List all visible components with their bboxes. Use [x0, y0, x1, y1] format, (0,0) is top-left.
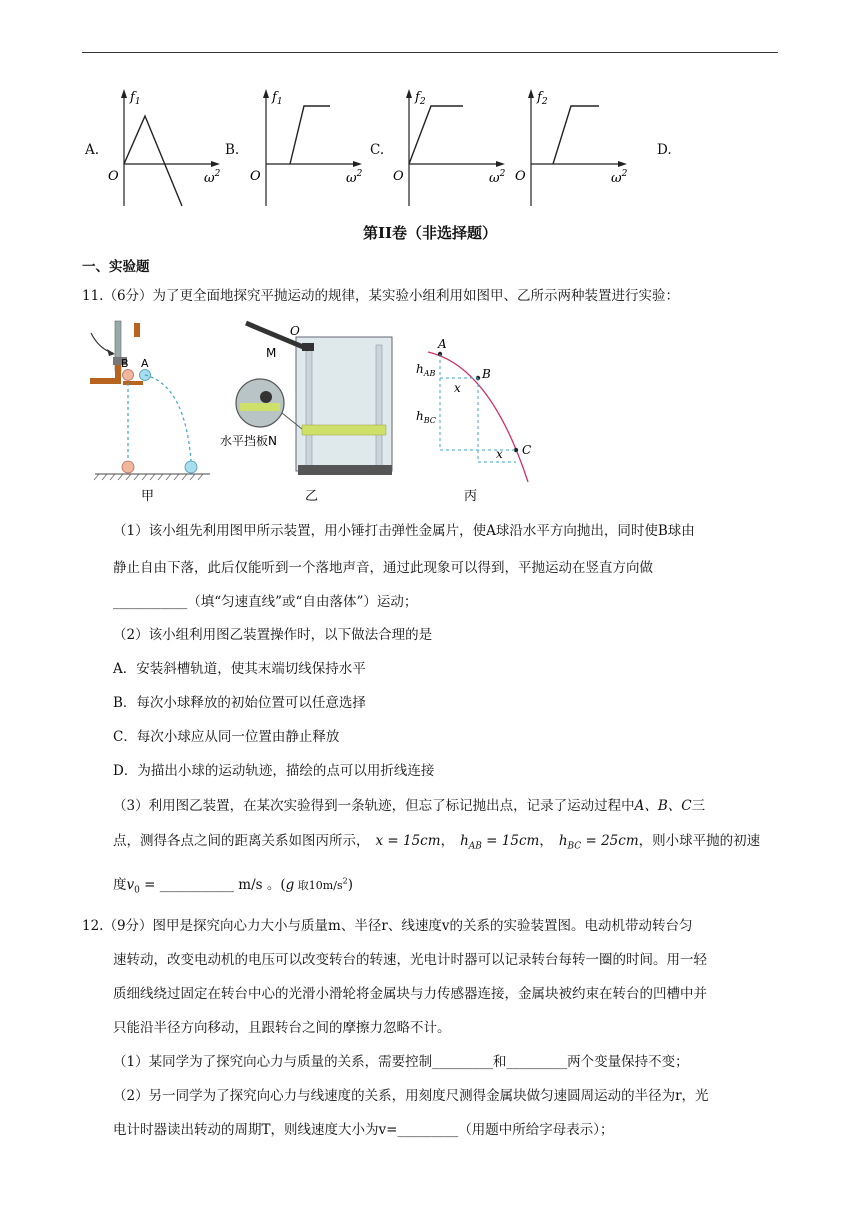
- graph-b-origin: O: [250, 169, 261, 184]
- fig-jia-label-a: A: [141, 357, 149, 370]
- fig-bing-hab: $h_{AB}$: [416, 362, 436, 378]
- fig-jia-caption: 甲: [141, 489, 155, 504]
- graph-d-xlabel: $\omega^2$: [611, 169, 628, 186]
- graph-b-xlabel: $\omega^2$: [346, 169, 363, 186]
- fig-bing-label-a: A: [438, 337, 447, 351]
- graph-a-origin: O: [108, 169, 119, 184]
- figure-bing: [410, 330, 550, 505]
- q11-p3-x: x = 15cm: [375, 833, 441, 849]
- fig-bing-label-b: B: [482, 367, 491, 381]
- option-b-label: B.: [225, 142, 240, 158]
- q12-line4: 只能沿半径方向移动，且跟转台之间的摩擦力忽略不计。: [113, 1020, 451, 1036]
- q12-sub2-line2: 电计时器读出转动的周期T，则线速度大小为v=_________（用题中所给字母表示）；: [113, 1122, 614, 1138]
- graph-a-xlabel: $\omega^2$: [204, 169, 221, 186]
- fig-bing-caption: 丙: [464, 489, 478, 504]
- q11-p3-line3: 度$v_0$ = ___________ m/s 。(g 取$10m/s^2$): [113, 876, 353, 896]
- fig-bing-label-c: C: [522, 443, 532, 457]
- part-heading: 一、实验题: [82, 259, 150, 275]
- option-d-label: D.: [657, 142, 672, 158]
- option-a-label: A.: [85, 142, 100, 158]
- graph-a-ylabel: $f_1$: [130, 90, 141, 107]
- section-title: 第II卷（非选择题）: [362, 224, 498, 242]
- q12-line1: 12.（9分）图甲是探究向心力大小与质量m、半径r、线速度v的关系的实验装置图。电动机带动转台匀: [82, 918, 693, 934]
- fig-jia-label-b: B: [121, 357, 129, 370]
- q11-choice-b: B．每次小球释放的初始位置可以任意选择: [113, 695, 366, 711]
- q12-sub2-line1: （2）另一同学为了探究向心力与线速度的关系，用刻度尺测得金属块做匀速圆周运动的半径为r，光: [113, 1088, 709, 1104]
- graph-c: [385, 86, 515, 210]
- q12-line3: 质细线绕过固定在转台中心的光滑小滑轮将金属块与力传感器连接，金属块被约束在转台的凹槽中并: [113, 986, 707, 1002]
- graph-d-origin: O: [515, 169, 526, 184]
- q11-p1-line1: （1）该小组先利用图甲所示装置，用小锤打击弹性金属片，使A球沿水平方向抛出，同时使B球由: [113, 523, 695, 539]
- q12-sub1: （1）某同学为了探究向心力与质量的关系，需要控制_________和_________两个变量保持不变；: [113, 1054, 689, 1070]
- fig-yi-label-o: O: [290, 324, 300, 338]
- q11-p3-line2-end: ，则小球平抛的初速: [638, 833, 761, 849]
- header-rule: [82, 52, 778, 53]
- q11-choice-c: C．每次小球应从同一位置由静止释放: [113, 729, 340, 745]
- figure-jia: [85, 315, 215, 505]
- q11-choice-d: D．为描出小球的运动轨迹，描绘的点可以用折线连接: [113, 763, 435, 779]
- q11-p3-line2-text: 点，测得各点之间的距离关系如图丙所示，: [113, 833, 370, 849]
- fig-yi-caption: 乙: [305, 489, 319, 504]
- q11-p3-line1: [113, 794, 705, 814]
- fig-yi-label-m: M: [266, 346, 277, 360]
- q11-p1-line2: 静止自由下落，此后仅能听到一个落地声音，通过此现象可以得到，平抛运动在竖直方向做: [113, 560, 653, 576]
- graph-b: [242, 86, 372, 210]
- graph-c-ylabel: $f_2$: [415, 90, 426, 107]
- graph-a: [100, 86, 230, 210]
- q11-p3-line1-text: （3）利用图乙装置，在某次实验得到一条轨迹，但忘了标记抛出点，记录了运动过程中: [113, 798, 635, 814]
- graph-b-ylabel: $f_1$: [272, 90, 283, 107]
- q11-stem: 11.（6分）为了更全面地探究平抛运动的规律，某实验小组利用如图甲、乙所示两种装置进行实验：: [82, 288, 680, 304]
- fig-bing-x2: x: [496, 447, 503, 461]
- q12-line2: 速转动，改变电动机的电压可以改变转台的转速，光电计时器可以记录转台每转一圈的时间。用一轻: [113, 952, 707, 968]
- graph-d-ylabel: $f_2$: [537, 90, 548, 107]
- graph-c-origin: O: [393, 169, 404, 184]
- option-c-label: C.: [370, 142, 385, 158]
- q11-p3-hab: $h_{AB} = 15cm$: [460, 833, 540, 852]
- q11-p3-points: A、B、C: [634, 798, 692, 814]
- q11-p3-line2: 点，测得各点之间的距离关系如图丙所示， x = 15cm， $h_{AB} = 15cm$， $h_{BC} = 25cm$，则小球平抛的初速: [113, 833, 761, 852]
- fig-bing-hbc: $h_{BC}$: [416, 409, 436, 425]
- q11-p3-line1-end: 三: [691, 798, 706, 814]
- fig-yi-label-n: 水平挡板N: [220, 434, 277, 448]
- q11-p1-line3: ___________（填“匀速直线”或“自由落体”）运动；: [113, 594, 418, 610]
- figure-yi: [218, 315, 403, 505]
- fig-bing-x1: x: [454, 381, 461, 395]
- q11-p2: （2）该小组利用图乙装置操作时，以下做法合理的是: [113, 627, 433, 643]
- q11-choice-a: A．安装斜槽轨道，使其末端切线保持水平: [113, 661, 366, 677]
- graph-c-xlabel: $\omega^2$: [489, 169, 506, 186]
- graph-d: [507, 86, 637, 210]
- q11-p3-hbc: $h_{BC} = 25cm$: [558, 833, 639, 852]
